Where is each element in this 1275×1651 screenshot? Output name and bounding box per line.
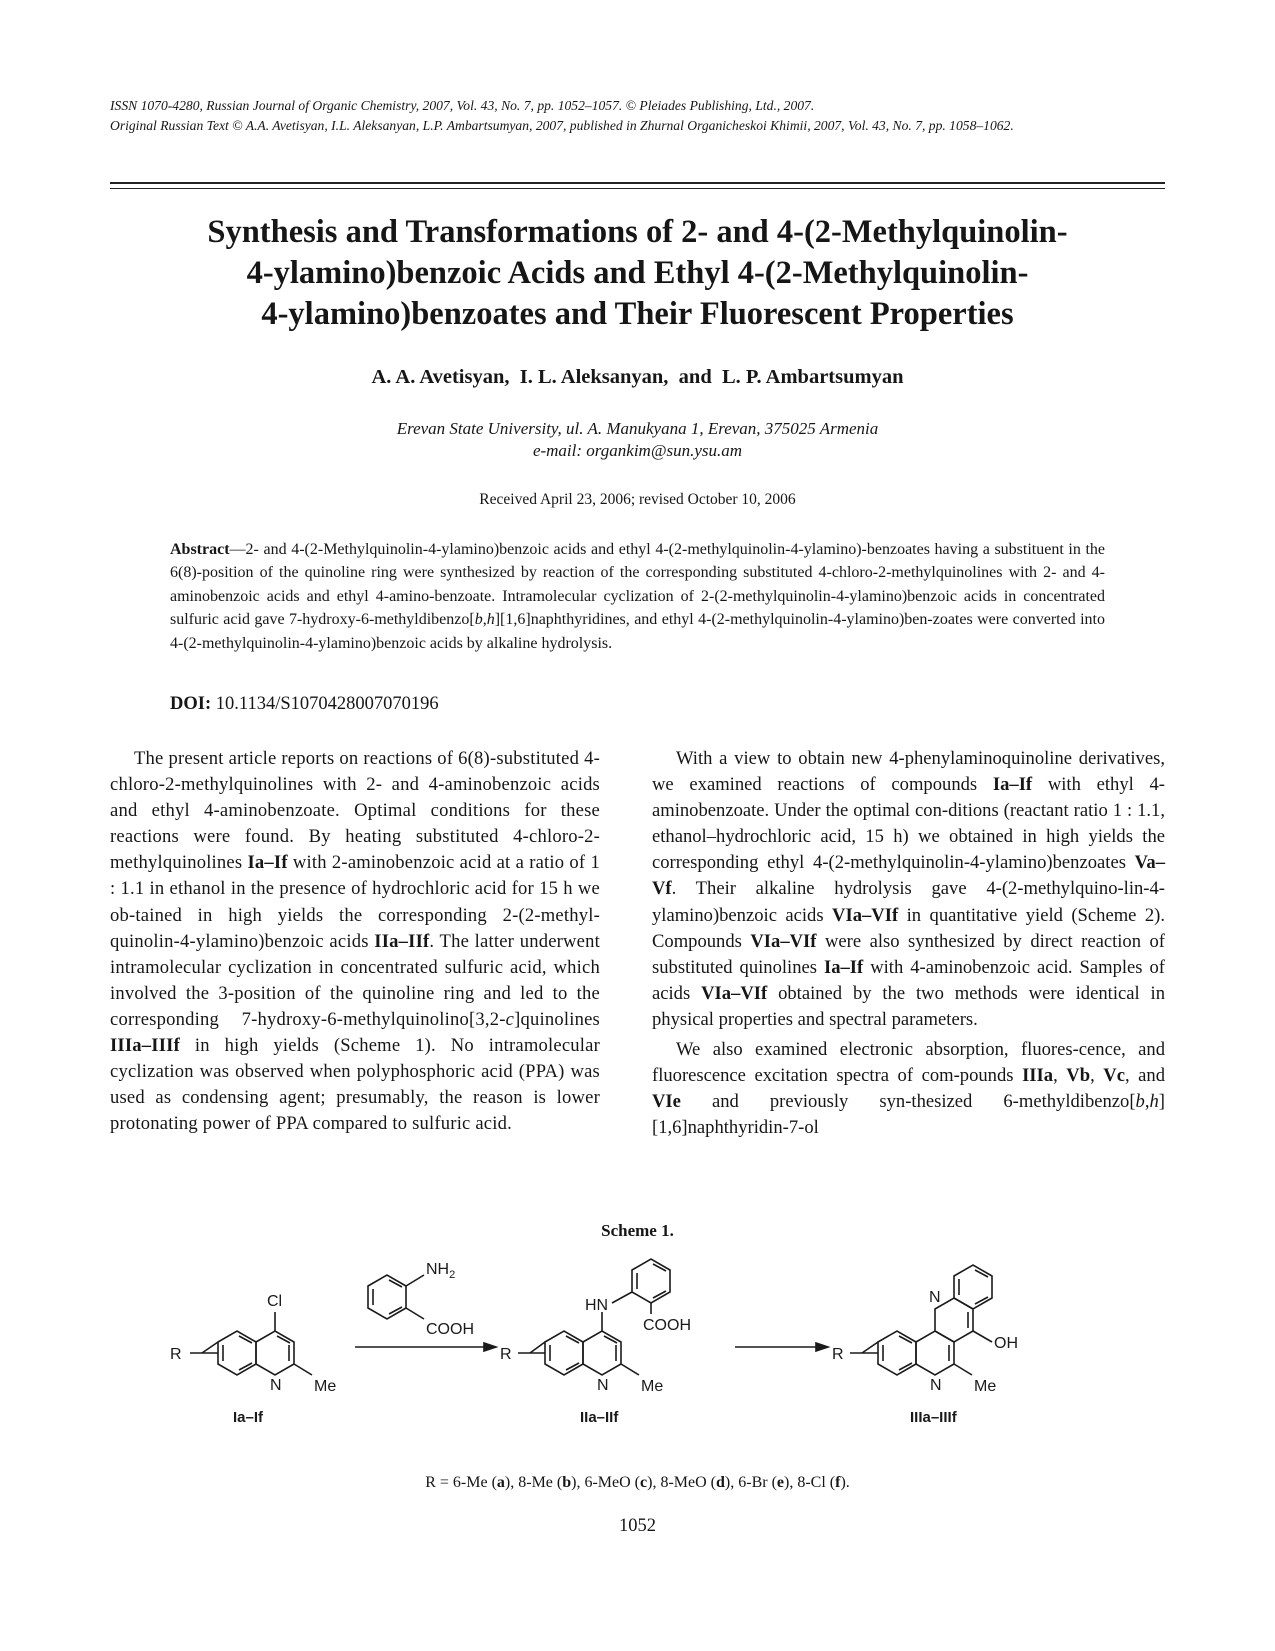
body-text: ]quinolines: [514, 1008, 600, 1030]
body-text: ,: [1090, 1065, 1104, 1087]
body-text: in quantitative yield (Scheme 2). Compounds: [652, 904, 1165, 952]
compound-ref: VIe: [652, 1091, 681, 1113]
title-line-3: 4-ylamino)benzoates and Their Fluorescent Properties: [261, 296, 1014, 332]
compound-ref: Ia–If: [247, 852, 288, 874]
article-title: [110, 212, 1165, 335]
rdef-letter: d: [716, 1474, 725, 1491]
header-line-1: ISSN 1070-4280, Russian Journal of Organic Chemistry, 2007, Vol. 43, No. 7, pp. 1052–1057. © Pleiades Publishing, Ltd., 2007.: [110, 98, 815, 113]
body-text: , and: [1124, 1065, 1165, 1087]
label-n: N: [597, 1377, 609, 1394]
abstract-text: —2- and 4-(2-Methylquinolin-4-ylamino)benzoic acids and ethyl 4-(2-methylquinolin-4-ylamino)-benzoates having a substituent in the 6(8)-position of the quinoline ring were synthesized by reaction of the corresponding substituted 4-chloro-2-methylquinolines with 2- and 4-aminobenzoic acids and ethyl 4-amino-benzoate. Intramolecular cyclization of 2-(2-methylquinolin-4-ylamino)benzoic acids in concentrated sulfuric acid gave 7-hydroxy-6-methyldibenzo[: [170, 541, 1105, 629]
label-n: N: [929, 1289, 941, 1306]
body-text: The present article reports on reactions of 6(8)-substituted 4-chloro-2-methylquinolines with 2- and 4-aminobenzoic acids and ethyl 4-aminobenzoate. Optimal conditions for these reactions were found. By heating substituted 4-chloro-2-methylquinolines: [110, 748, 600, 874]
compound-ref: IIIa: [1022, 1065, 1054, 1087]
italic-text: c: [505, 1008, 515, 1030]
compound-ref: Vb: [1066, 1065, 1091, 1087]
body-text: with 2-aminobenzoic acid at a ratio of 1 : 1.1 in ethanol in the presence of hydrochloric acid for 15 h we ob-tained in high yields the corresponding 2-(2-methyl-quinolin-4-ylamino)benzoic acids: [110, 852, 600, 952]
rdef-text: ), 6-MeO (: [571, 1474, 641, 1491]
compound-ref: Va–Vf: [652, 852, 1165, 900]
compound-ref: VIa–VIf: [701, 982, 768, 1004]
compound-ref: IIIa–IIIf: [110, 1035, 181, 1057]
body-text: . Their alkaline hydrolysis gave 4-(2-methylquino-lin-4-ylamino)benzoic acids: [652, 878, 1165, 926]
rdef-letter: c: [640, 1474, 648, 1491]
page-number: 1052: [619, 1516, 656, 1536]
label-n: N: [270, 1377, 282, 1394]
body-text: with 4-aminobenzoic acid. Samples of acids: [652, 956, 1165, 1004]
abstract-italic: h: [486, 611, 495, 629]
doi-label: DOI:: [170, 694, 212, 714]
label-n: N: [930, 1377, 942, 1394]
compound-ref: Vc: [1103, 1065, 1125, 1087]
abstract-italic: b: [474, 611, 483, 629]
header-rule-thin: [110, 188, 1165, 189]
paragraph: [652, 1037, 1165, 1141]
affiliation-email: e-mail: organkim@sun.ysu.am: [532, 441, 743, 460]
compound-label-i: Ia–If: [233, 1409, 264, 1426]
arrowhead-2: [816, 1343, 828, 1351]
rdef-letter: b: [562, 1474, 572, 1491]
title-line-2: 4-ylamino)benzoic Acids and Ethyl 4-(2-Methylquinolin-: [246, 255, 1029, 291]
rdef-text: ), 8-MeO (: [647, 1474, 716, 1491]
body-text: in high yields (Scheme 1). No intramolecular cyclization was observed when polyphosphoric acid (PPA) was used as condensing agent; presumably, the reason is lower protonating power of PPA compared to sulfuric acid.: [110, 1035, 600, 1135]
body-text: We also examined electronic absorption, fluores-cence, and fluorescence excitation spectra of com-pounds: [652, 1039, 1165, 1087]
label-r: R: [500, 1346, 512, 1363]
label-me: Me: [974, 1378, 997, 1395]
compound-ref: VIa–VIf: [832, 904, 899, 926]
journal-header: [110, 96, 1165, 136]
title-line-1: Synthesis and Transformations of 2- and 4-(2-Methylquinolin-: [207, 214, 1068, 250]
reagent-structure: [368, 1275, 424, 1319]
label-hn: HN: [585, 1297, 609, 1314]
body-text: were also synthesized by direct reaction of substituted quinolines: [652, 930, 1166, 978]
compound-label-ii: IIa–IIf: [580, 1409, 619, 1426]
scheme-title: Scheme 1.: [601, 1221, 674, 1240]
rdef-letter: a: [496, 1474, 505, 1491]
body-text: obtained by the two methods were identical in physical properties and spectral parameters.: [652, 982, 1165, 1030]
abstract: [170, 538, 1105, 655]
label-r: R: [832, 1346, 844, 1363]
affiliation-address: Erevan State University, ul. A. Manukyana 1, Erevan, 375025 Armenia: [396, 419, 879, 438]
doi: [170, 694, 439, 715]
right-column: [652, 746, 1165, 1141]
substituent-definition: [110, 1474, 1165, 1492]
rdef-text: ), 8-Cl (: [784, 1474, 836, 1491]
received-dates: Received April 23, 2006; revised October 10, 2006: [479, 491, 796, 508]
body-text: ][1,6]naphthyridin-7-ol: [652, 1091, 1165, 1139]
compound-i-structure: [190, 1312, 312, 1375]
italic-text: b: [1135, 1091, 1145, 1113]
label-nh2: $NH_2$: [426, 1261, 456, 1281]
label-cl: Cl: [267, 1293, 283, 1310]
header-rule-thick: [110, 182, 1165, 184]
label-cooh: COOH: [426, 1321, 474, 1338]
body-text: ,: [1053, 1065, 1067, 1087]
rdef-text: ).: [840, 1474, 850, 1491]
compound-ref: IIa–IIf: [374, 930, 430, 952]
label-me: Me: [641, 1378, 664, 1395]
rdef-letter: f: [835, 1474, 841, 1491]
abstract-text: ][1,6]naphthyridines, and ethyl 4-(2-methylquinolin-4-ylamino)ben-zoates were converted into 4-(2-methylquinolin-4-ylamino)benzoic acids by alkaline hydrolysis.: [170, 611, 1106, 652]
compound-ref: VIa–VIf: [750, 930, 817, 952]
authors: A. A. Avetisyan, I. L. Aleksanyan, and L. P. Ambartsumyan: [371, 366, 904, 388]
doi-link[interactable]: 10.1134/S1070428007070196: [211, 694, 439, 714]
italic-text: h: [1149, 1091, 1159, 1113]
rdef-letter: e: [776, 1474, 784, 1491]
reaction-scheme: [150, 1250, 1110, 1460]
header-line-2: Original Russian Text © A.A. Avetisyan, I.L. Aleksanyan, L.P. Ambartsumyan, 2007, published in Zhurnal Organicheskoi Khimii, 2007, Vol. 43, No. 7, pp. 1058–1062.: [110, 118, 1014, 133]
rdef-text: ), 8-Me (: [504, 1474, 563, 1491]
left-column: [110, 746, 600, 1137]
paragraph: [652, 746, 1165, 1033]
body-text: With a view to obtain new 4-phenylaminoquinoline derivatives, we examined reactions of compounds: [652, 748, 1165, 796]
label-me: Me: [314, 1378, 337, 1395]
compound-ref: Ia–If: [823, 956, 864, 978]
paragraph: [110, 746, 600, 1137]
affiliation: [110, 418, 1165, 462]
label-r: R: [170, 1346, 182, 1363]
rdef-text: ), 6-Br (: [724, 1474, 777, 1491]
body-text: . The latter underwent intramolecular cyclization in concentrated sulfuric acid, which involved the 3-position of the quinoline ring and led to the corresponding 7-hydroxy-6-methylquinolino[3,2-: [110, 930, 600, 1030]
body-text: ,: [1144, 1091, 1150, 1113]
compound-ref: Ia–If: [992, 774, 1033, 796]
abstract-label: Abstract: [170, 541, 230, 558]
label-oh: OH: [994, 1335, 1018, 1352]
abstract-text: ,: [482, 611, 487, 629]
arrowhead-1: [484, 1343, 496, 1351]
label-cooh: COOH: [643, 1317, 691, 1334]
rdef-text: R = 6-Me (: [425, 1474, 497, 1491]
body-text: and previously syn-thesized 6-methyldibenzo[: [680, 1091, 1136, 1113]
compound-iii-structure: [850, 1265, 992, 1375]
body-text: with ethyl 4-aminobenzoate. Under the optimal con-ditions (reactant ratio 1 : 1.1, ethanol–hydrochloric acid, 15 h) we obtained in high yields the corresponding ethyl 4-(2-methylquinolin-4-ylamino)benzoates: [652, 774, 1165, 874]
compound-label-iii: IIIa–IIIf: [910, 1409, 957, 1426]
